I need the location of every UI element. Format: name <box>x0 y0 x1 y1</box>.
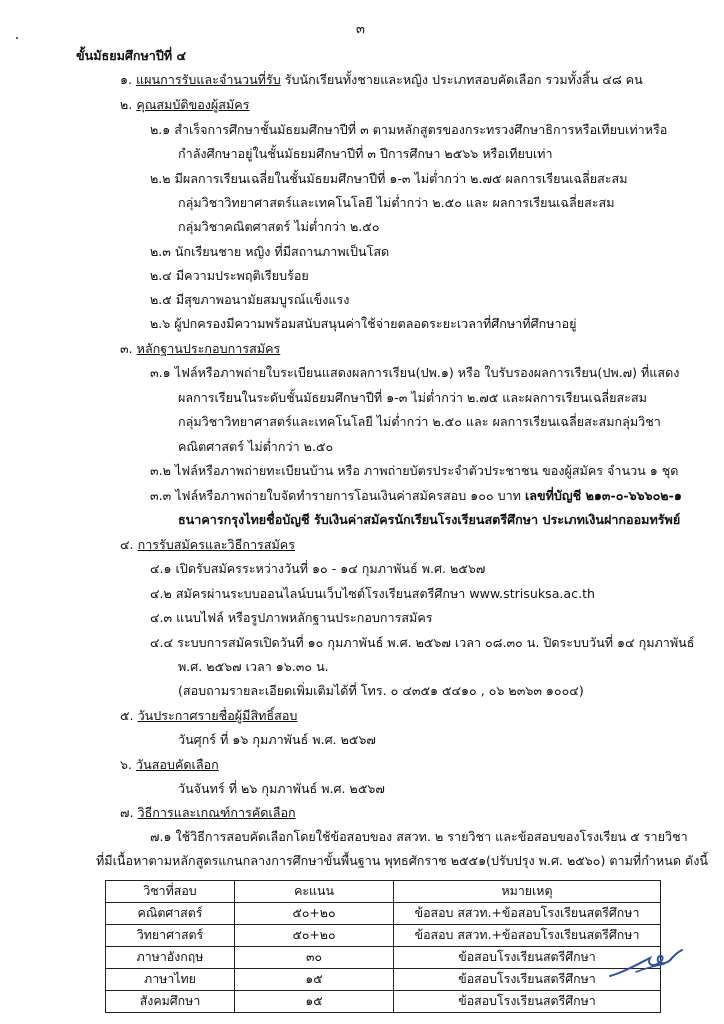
subject-cell: คณิตศาสตร์ <box>106 903 235 925</box>
item-4-1: ๔.๑ เปิดรับสมัครระหว่างวันที่ ๑๐ - ๑๔ กุมภาพันธ์ พ.ศ. ๒๕๖๗ <box>150 561 486 576</box>
item-3-2: ๓.๒ ไฟล์หรือภาพถ่ายทะเบียนบ้าน หรือ ภาพถ่ายบัตรประจำตัวประชาชน ของผู้สมัคร จำนวน ๑ ชุด <box>150 463 679 478</box>
section-7-title: วิธีการและเกณฑ์การคัดเลือก <box>137 805 296 820</box>
item-3-3-line1 <box>150 488 682 504</box>
section-7-number: ๗. <box>120 805 134 820</box>
section-4-number: ๔. <box>120 537 134 552</box>
section-2-title: คุณสมบัติของผู้สมัคร <box>136 97 250 112</box>
section-heading: ขั้นมัธยมศึกษาปีที่ ๔ <box>76 48 187 63</box>
item-3-1-line2: ผลการเรียนในระดับชั้นมัธยมศึกษาปีที่ ๑-๓ ไม่ต่ำกว่า ๒.๗๕ และผลการเรียนเฉลี่ยสะสม <box>178 390 647 405</box>
score-cell: ๓๐ <box>235 947 394 969</box>
item-2-5: ๒.๕ มีสุขภาพอนามัยสมบูรณ์แข็งแรง <box>150 292 350 307</box>
table-row <box>106 991 661 1013</box>
item-2-2-line2: กลุ่มวิชาวิทยาศาสตร์และเทคโนโลยี ไม่ต่ำกว่า ๒.๕๐ และ ผลการเรียนเฉลี่ยสะสม <box>178 195 615 210</box>
subject-cell: ภาษาไทย <box>106 969 235 991</box>
table-row <box>106 947 661 969</box>
bank-account-name: ธนาคารกรุงไทยชื่อบัญชี รับเงินค่าสมัครนักเรียนโรงเรียนสตรีศึกษา ประเภทเงินฝากออมทรัพย์ <box>178 512 681 527</box>
account-number: เลขที่บัญชี ๒๑๓-๐-๖๖๖๐๒-๑ <box>525 488 682 503</box>
item-2-1-line1: ๒.๑ สำเร็จการศึกษาชั้นมัธยมศึกษาปีที่ ๓ ตามหลักสูตรของกระทรวงศึกษาธิการหรือเทียบเท่าหรือ <box>150 122 668 137</box>
page-number: ๓ <box>356 22 365 37</box>
section-1-number: ๑. <box>120 72 132 87</box>
item-3-1-line3: กลุ่มวิชาวิทยาศาสตร์และเทคโนโลยี ไม่ต่ำกว่า ๒.๕๐ และ ผลการเรียนเฉลี่ยสะสมกลุ่มวิชา <box>178 414 661 429</box>
table-row <box>106 925 661 947</box>
section-3-heading <box>120 341 280 357</box>
section-5-title: วันประกาศรายชื่อผู้มีสิทธิ์สอบ <box>137 708 298 723</box>
section-6-title: วันสอบคัดเลือก <box>136 757 219 772</box>
item-2-6: ๒.๖ ผู้ปกครองมีความพร้อมสนับสนุนค่าใช้จ่ายตลอดระยะเวลาที่ศึกษาที่ศึกษาอยู่ <box>150 316 577 331</box>
remark-cell: ข้อสอบ สสวท.+ข้อสอบโรงเรียนสตรีศึกษา <box>394 903 661 925</box>
item-2-3: ๒.๓ นักเรียนชาย หญิง ที่มีสถานภาพเป็นโสด <box>150 244 390 259</box>
section-1 <box>120 72 643 88</box>
table-header-row <box>106 881 661 903</box>
remark-cell: ข้อสอบโรงเรียนสตรีศึกษา <box>394 969 661 991</box>
section-4-title: การรับสมัครและวิธีการสมัคร <box>137 537 295 552</box>
subject-cell: ภาษาอังกฤษ <box>106 947 235 969</box>
section-3-number: ๓. <box>120 341 133 356</box>
table-row <box>106 969 661 991</box>
section-5-number: ๕. <box>120 708 134 723</box>
section-4-heading <box>120 537 295 553</box>
announcement-date: วันศุกร์ ที่ ๑๖ กุมภาพันธ์ พ.ศ. ๒๕๖๗ <box>178 732 376 747</box>
selection-method-line2: ที่มีเนื้อหาตามหลักสูตรแกนกลางการศึกษาขั้นพื้นฐาน พุทธศักราช ๒๕๕๑(ปรับปรุง พ.ศ. ๒๕๖๐) ตามที่กำหนด ดังนี้ <box>96 853 708 868</box>
item-2-2-line1: ๒.๒ มีผลการเรียนเฉลี่ยในชั้นมัธยมศึกษาปีที่ ๑-๓ ไม่ต่ำกว่า ๒.๗๕ ผลการเรียนเฉลี่ยสะสม <box>150 171 628 186</box>
section-5-heading <box>120 708 297 724</box>
header-remark: หมายเหตุ <box>394 881 661 903</box>
item-2-2-line3: กลุ่มวิชาคณิตศาสตร์ ไม่ต่ำกว่า ๒.๕๐ <box>178 219 380 234</box>
item-4-3: ๔.๓ แนบไฟล์ หรือรูปภาพหลักฐานประกอบการสมัคร <box>150 610 433 625</box>
scan-speck <box>16 37 18 39</box>
section-3-title: หลักฐานประกอบการสมัคร <box>136 341 281 356</box>
section-2-heading <box>120 97 249 113</box>
subject-cell: วิทยาศาสตร์ <box>106 925 235 947</box>
exam-score-table <box>105 880 661 1013</box>
selection-method-line1: ๗.๑ ใช้วิธีการสอบคัดเลือกโดยใช้ข้อสอบของ สสวท. ๒ รายวิชา และข้อสอบของโรงเรียน ๕ รายวิชา <box>150 829 688 844</box>
remark-cell: ข้อสอบ สสวท.+ข้อสอบโรงเรียนสตรีศึกษา <box>394 925 661 947</box>
header-subject: วิชาที่สอบ <box>106 881 235 903</box>
item-3-1-line4: คณิตศาสตร์ ไม่ต่ำกว่า ๒.๕๐ <box>178 439 334 454</box>
handwritten-signature-icon <box>606 942 686 982</box>
remark-cell: ข้อสอบโรงเรียนสตรีศึกษา <box>394 947 661 969</box>
section-1-text: รับนักเรียนทั้งชายและหญิง ประเภทสอบคัดเลือก รวมทั้งสิ้น ๔๘ คน <box>284 72 643 87</box>
score-cell: ๕๐+๒๐ <box>235 903 394 925</box>
exam-date: วันจันทร์ ที่ ๒๖ กุมภาพันธ์ พ.ศ. ๒๕๖๗ <box>178 781 385 796</box>
item-3-1-line1: ๓.๑ ไฟล์หรือภาพถ่ายใบระเบียนแสดงผลการเรียน(ปพ.๑) หรือ ใบรับรองผลการเรียน(ปพ.๗) ที่แสดง <box>150 365 680 380</box>
item-2-1-line2: กำลังศึกษาอยู่ในชั้นมัธยมศึกษาปีที่ ๓ ปีการศึกษา ๒๕๖๖ หรือเทียบเท่า <box>178 146 553 161</box>
item-4-2: ๔.๒ สมัครผ่านระบบออนไลน์บนเว็บไซต์โรงเรียนสตรีศึกษา www.strisuksa.ac.th <box>150 586 595 601</box>
header-score: คะแนน <box>235 881 394 903</box>
score-cell: ๑๕ <box>235 991 394 1013</box>
section-7-heading <box>120 805 296 821</box>
item-4-4-line2: พ.ศ. ๒๕๖๗ เวลา ๑๖.๓๐ น. <box>178 659 329 674</box>
contact-info: (สอบถามรายละเอียดเพิ่มเติมได้ที่ โทร. ๐ ๔๓๕๑ ๕๔๑๐ , ๐๖ ๒๓๖๓ ๑๐๐๔) <box>178 683 584 698</box>
score-cell: ๕๐+๒๐ <box>235 925 394 947</box>
table-row <box>106 903 661 925</box>
section-2-number: ๒. <box>120 97 133 112</box>
subject-cell: สังคมศึกษา <box>106 991 235 1013</box>
section-1-title: แผนการรับและจำนวนที่รับ <box>136 72 281 87</box>
section-6-heading <box>120 757 219 773</box>
item-4-4-line1: ๔.๔ ระบบการสมัครเปิดวันที่ ๑๐ กุมภาพันธ์ พ.ศ. ๒๕๖๗ เวลา ๐๘.๓๐ น. ปิดระบบวันที่ ๑๔ กุมภาพันธ์ <box>150 635 695 650</box>
section-6-number: ๖. <box>120 757 132 772</box>
remark-cell: ข้อสอบโรงเรียนสตรีศึกษา <box>394 991 661 1013</box>
score-cell: ๑๕ <box>235 969 394 991</box>
item-2-4: ๒.๔ มีความประพฤติเรียบร้อย <box>150 268 309 283</box>
item-3-3-text: ๓.๓ ไฟล์หรือภาพถ่ายใบจัดทำรายการโอนเงินค่าสมัครสอบ ๑๐๐ บาท <box>150 488 521 503</box>
